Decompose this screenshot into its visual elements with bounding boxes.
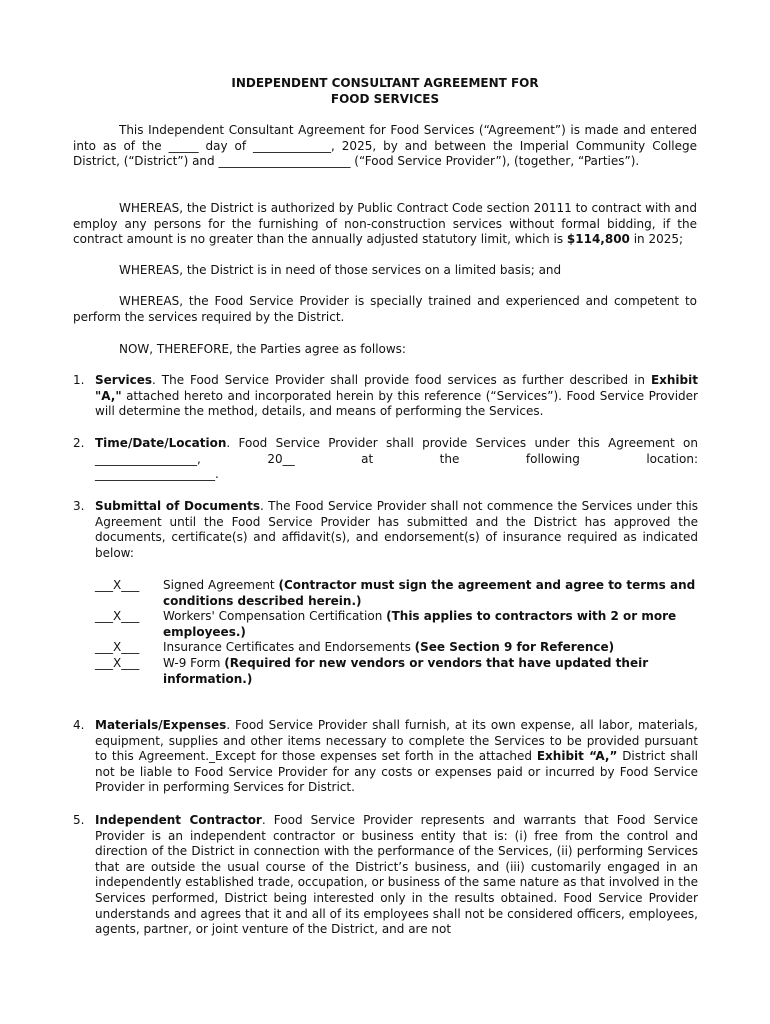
section-4-text-2: District shall not be liable to Food Service Provider for any costs or expenses paid or incurred by Food Service Provider in performing Services for District. <box>95 749 698 795</box>
section-4-number: 4. <box>73 718 85 732</box>
now-therefore-paragraph: NOW, THEREFORE, the Parties agree as follows: <box>119 342 406 356</box>
title-line-2: FOOD SERVICES <box>330 92 440 106</box>
section-5-heading: Independent Contractor <box>95 813 262 827</box>
checklist-label-3: Insurance Certificates and Endorsements <box>163 640 415 654</box>
document-title <box>0 75 770 107</box>
section-2-line-2: _________________, 20__ at the following location: <box>95 451 698 466</box>
section-3-number: 3. <box>73 499 85 513</box>
checklist-mark-2: ___X___ <box>95 609 140 623</box>
checklist-mark-3: ___X___ <box>95 640 140 654</box>
section-2-line-3: ____________________. <box>95 467 219 482</box>
checklist-note-4: (Required for new vendors or vendors that have updated their information.) <box>163 656 649 686</box>
section-4-text: . Food Service Provider shall furnish, at its own expense, all labor, materials, equipment, supplies and other items necessary to complete the Services to be provided pursuant to this Agreement._Except for those expenses set forth in the attached <box>95 718 698 764</box>
section-5-number: 5. <box>73 813 85 827</box>
section-3-text: . The Food Service Provider shall not commence the Services under this Agreement until the Food Service Provider has submitted and the District has approved the documents, certificate(s) and affidavit(s), and endorsement(s) of insurance required as indicated below: <box>95 499 698 560</box>
section-1-number: 1. <box>73 373 85 387</box>
intro-paragraph: This Independent Consultant Agreement for Food Services (“Agreement”) is made and entered into as of the _____ day of _____________, 2025, by and between the Imperial Community College District, (“District”) and ______________________ (“Food Service Provider”), (together, “Parties”). <box>73 123 697 169</box>
section-2-heading: Time/Date/Location <box>95 436 227 450</box>
section-1-text: . The Food Service Provider shall provide food services as further described in <box>152 373 651 387</box>
checklist-item-4 <box>163 656 703 687</box>
checklist-mark-4: ___X___ <box>95 656 140 670</box>
whereas-paragraph-3: WHEREAS, the Food Service Provider is specially trained and experienced and competent to perform the services required by the District. <box>73 294 697 324</box>
section-4-heading: Materials/Expenses <box>95 718 227 732</box>
section-5-text: . Food Service Provider represents and warrants that Food Service Provider is an independent contractor or business entity that is: (i) free from the control and direction of the District in connection with the performance of the Services, (ii) performing Services that are outside the usual course of the District’s business, and (iii) customarily engaged in an independently established trade, occupation, or business of the same nature as that involved in the Services performed, District being interested only in the results obtained. Food Service Provider understands and agrees that it and all of its employees shall not be considered officers, employees, agents, partner, or joint venture of the District, and are not <box>95 813 698 937</box>
checklist-label-2: Workers' Compensation Certification <box>163 609 387 623</box>
checklist-item-3 <box>163 640 703 656</box>
checklist-mark-1: ___X___ <box>95 578 140 592</box>
section-4-exhibit: Exhibit “A,” <box>536 749 618 764</box>
section-1-services <box>95 373 698 420</box>
whereas-1-tail: in 2025; <box>629 232 684 247</box>
section-2-text: . Food Service Provider shall provide Services under this Agreement on <box>226 436 698 450</box>
section-5-independent-contractor <box>95 813 698 938</box>
contract-limit-amount: $114,800 <box>566 232 630 247</box>
checklist-label-1: Signed Agreement <box>163 578 279 592</box>
whereas-paragraph-1 <box>73 201 697 248</box>
section-3-submittal-of-documents <box>95 499 698 561</box>
checklist-note-2: (This applies to contractors with 2 or more employees.) <box>163 609 677 639</box>
section-4-materials-expenses <box>95 718 698 796</box>
section-2-line-1 <box>95 436 698 452</box>
section-3-heading: Submittal of Documents <box>95 499 260 513</box>
section-1-heading: Services <box>95 373 153 387</box>
section-2-number: 2. <box>73 436 85 450</box>
checklist-label-4: W-9 Form <box>163 656 225 670</box>
checklist-note-3: (See Section 9 for Reference) <box>414 640 615 654</box>
section-2-time-date-location <box>95 436 698 483</box>
section-1-text-2: attached hereto and incorporated herein by this reference (“Services”). Food Service Provider will determine the method, details, and means of performing the Services. <box>95 388 698 419</box>
whereas-1-text: WHEREAS, the District is authorized by Public Contract Code section 20111 to contract with and employ any persons for the furnishing of non-construction services without formal bidding, if the contract amount is no greater than the annually adjusted statutory limit, which is <box>73 201 697 247</box>
whereas-paragraph-2: WHEREAS, the District is in need of those services on a limited basis; and <box>119 263 562 277</box>
checklist-note-1: (Contractor must sign the agreement and agree to terms and conditions described herein.) <box>163 578 696 608</box>
checklist-item-2 <box>163 609 703 640</box>
section-1-exhibit: Exhibit "A," <box>95 373 698 403</box>
title-line-1: INDEPENDENT CONSULTANT AGREEMENT FOR <box>231 76 539 90</box>
checklist-item-1 <box>163 578 703 609</box>
